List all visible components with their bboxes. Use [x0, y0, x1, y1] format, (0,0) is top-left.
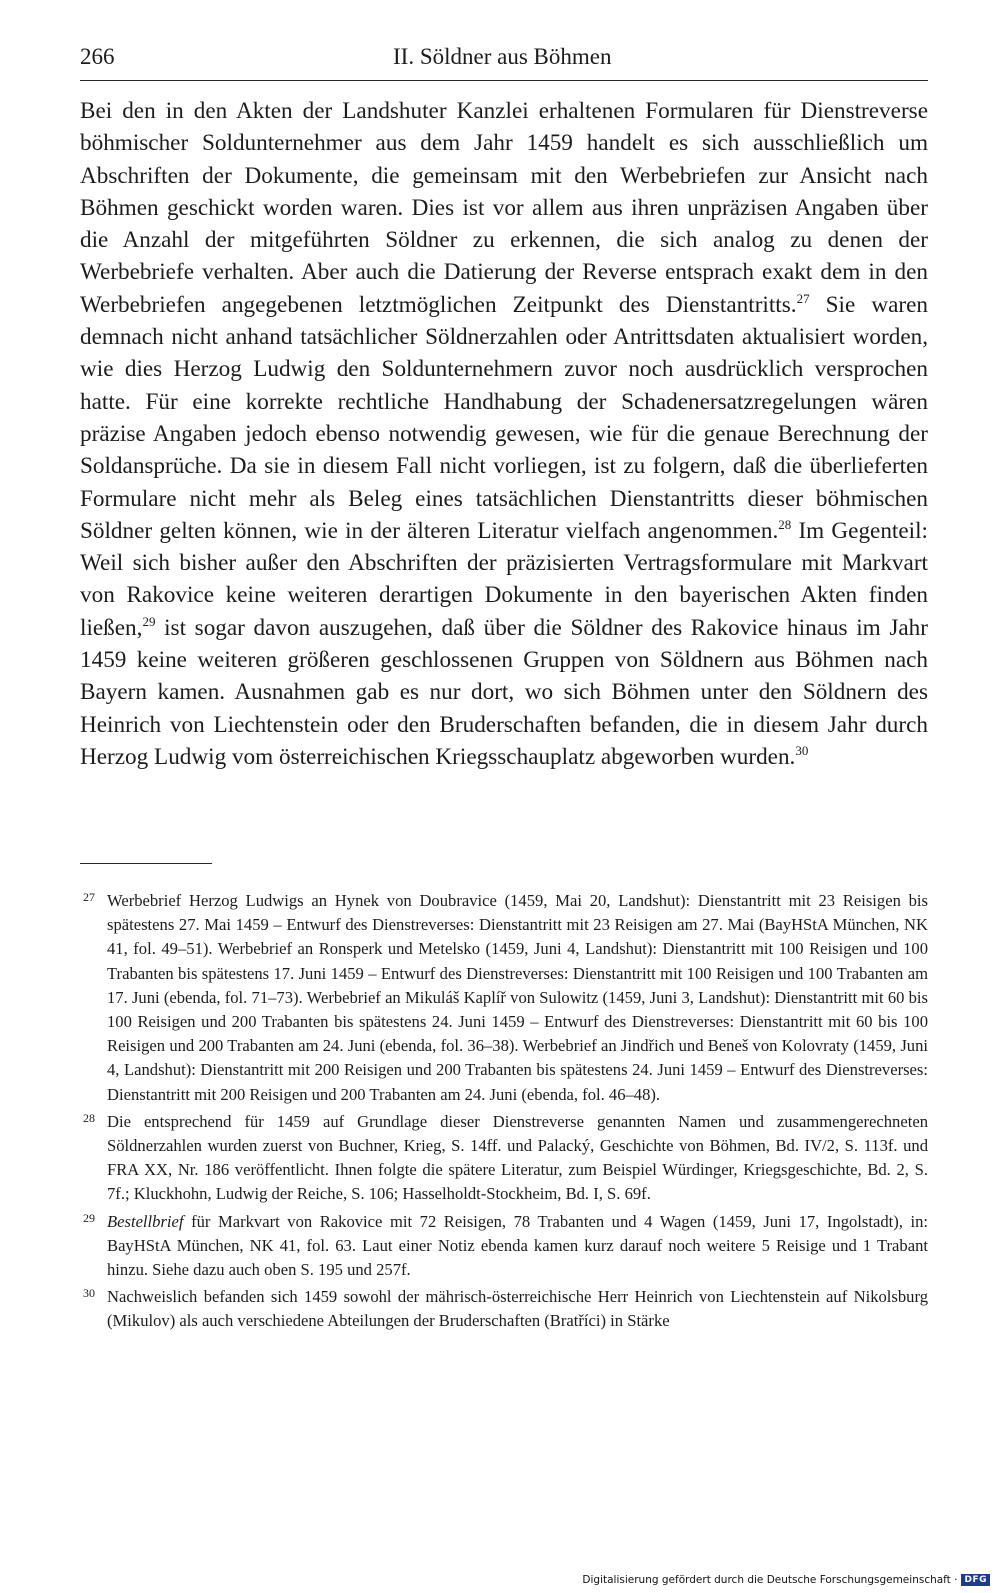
footer-text: Digitalisierung gefördert durch die Deutsche Forschungsgemeinschaft ·	[582, 1574, 958, 1586]
footnote-number: 27	[83, 890, 95, 904]
footnote-separator	[80, 863, 212, 864]
main-text	[80, 95, 928, 773]
footnote-27	[80, 889, 928, 1107]
footnote-ref-27[interactable]: 27	[796, 290, 810, 306]
footnote-29	[80, 1210, 928, 1283]
footnote-ref-30[interactable]: 30	[795, 742, 809, 758]
footnotes	[80, 889, 928, 1337]
footnote-number: 30	[83, 1286, 95, 1301]
footnote-number: 28	[83, 1110, 95, 1125]
page-header	[80, 40, 928, 81]
footnote-text: Die entsprechend für 1459 auf Grundlage dieser Dienstreverse genannten Namen und zusammengerechneten Söldnerzahlen wurden zuerst von Buchner, Krieg, S. 14ff. und Palacký, Geschichte von Böhmen, Bd. IV/2, S. 113f. und FRA XX, Nr. 186 veröffentlicht. Ihnen folgte die spätere Literatur, zum Beispiel Würdinger, Kriegsgeschichte, Bd. 2, S. 7f.; Kluckhohn, Ludwig der Reiche, S. 106; Hasselholdt-Stockheim, Bd. I, S. 69f.	[107, 1111, 928, 1204]
footnote-28	[80, 1110, 928, 1207]
digitization-footer	[582, 1572, 990, 1588]
footnote-number: 29	[83, 1210, 95, 1225]
running-head: II. Söldner aus Böhmen	[393, 44, 612, 69]
footnote-text: Werbebrief Herzog Ludwigs an Hynek von Doubravice (1459, Mai 20, Landshut): Dienstantritt mit 23 Reisigen bis spätestens 27. Mai 1459 – Entwurf des Dienstreverses: Dienstantritt mit 23 Reisigen am 27. Mai (BayHStA München, NK 41, fol. 49–51). Werbebrief an Ronsperk und Metelsko (1459, Juni 4, Landshut): Dienstantritt mit 100 Reisigen und 100 Trabanten bis spätestens 17. Juni 1459 – Entwurf des Dienstreverses: Dienstantritt mit 100 Reisigen und 100 Trabanten am 17. Juni (ebenda, fol. 71–73). Werbebrief an Mikuláš Kaplíř von Sulowitz (1459, Juni 3, Landshut): Dienstantritt mit 60 bis 100 Reisigen und 200 Trabanten bis spätestens 24. Juni 1459 – Entwurf des Dienstreverses: Dienstantritt mit 60 bis 100 Reisigen und 200 Trabanten am 24. Juni (ebenda, fol. 36–38). Werbebrief an Jindřich und Beneš von Kolovraty (1459, Juni 4, Landshut): Dienstantritt mit 200 Reisigen und 200 Trabanten bis spätestens 24. Juni 1459 – Entwurf des Dienstreverses: Dienstantritt mit 200 Reisigen und 200 Trabanten am 24. Juni (ebenda, fol. 46–48).	[107, 891, 928, 1104]
dfg-logo-icon: DFG	[961, 1574, 990, 1586]
footnote-italic-term: Bestellbrief	[107, 1211, 184, 1231]
body-text-3: Im Gegenteil: Weil sich bisher außer den Abschriften der präzisierten Vertragsformulare mit Markvart von Rakovice keine weiteren derartigen Dokumente in den bayerischen Akten finden ließen,	[80, 517, 928, 641]
footnote-text: für Markvart von Rakovice mit 72 Reisigen, 78 Trabanten und 4 Wagen (1459, Juni 17, Ingolstadt), in: BayHStA München, NK 41, fol. 63. Laut einer Notiz ebenda kamen kurz darauf noch weitere 5 Reisige und 1 Trabant hinzu. Siehe dazu auch oben S. 195 und 257f.	[107, 1211, 928, 1280]
body-text-4: ist sogar davon auszugehen, daß über die Söldner des Rakovice hinaus im Jahr 1459 keine weiteren größeren geschlossenen Gruppen von Söldnern aus Böhmen nach Bayern kamen. Ausnahmen gab es nur dort, wo sich Böhmen unter den Söldnern des Heinrich von Liechtenstein oder den Bruderschaften befanden, die in diesem Jahr durch Herzog Ludwig vom österreichischen Kriegsschauplatz abgeworben wurden.	[80, 614, 928, 770]
page-number: 266	[80, 44, 115, 69]
body-paragraph	[80, 95, 928, 773]
footnote-30	[80, 1285, 928, 1333]
body-text-2: Sie waren demnach nicht anhand tatsächlicher Söldnerzahlen oder Antrittsdaten aktualisiert worden, wie dies Herzog Ludwig den Soldunternehmern zuvor noch ausdrücklich versprochen hatte. Für eine korrekte rechtliche Handhabung der Schadenersatzregelungen wären präzise Angaben jedoch ebenso notwendig gewesen, wie für die genaue Berechnung der Soldansprüche. Da sie in diesem Fall nicht vorliegen, ist zu folgern, daß die überlieferten Formulare nicht mehr als Beleg eines tatsächlichen Dienstantritts dieser böhmischen Söldner gelten können, wie in der älteren Literatur vielfach angenommen.	[80, 291, 928, 544]
footnote-ref-28[interactable]: 28	[778, 516, 792, 532]
footnote-text: Nachweislich befanden sich 1459 sowohl der mährisch-österreichische Herr Heinrich von Liechtenstein auf Nikolsburg (Mikulov) als auch verschiedene Abteilungen der Bruderschaften (Bratříci) in Stärke	[107, 1287, 928, 1331]
body-text-1: Bei den in den Akten der Landshuter Kanzlei erhaltenen Formularen für Dienstreverse böhmischer Soldunternehmer aus dem Jahr 1459 handelt es sich ausschließlich um Abschriften der Dokumente, die gemeinsam mit den Werbebriefen zur Ansicht nach Böhmen geschickt worden waren. Dies ist vor allem aus ihren unpräzisen Angaben über die Anzahl der mitgeführten Söldner zu erkennen, die sich analog zu denen der Werbebriefe verhalten. Aber auch die Datierung der Reverse entsprach exakt dem in den Werbebriefen angegebenen letztmöglichen Zeitpunkt des Dienstantritts.	[80, 98, 928, 318]
footnote-ref-29[interactable]: 29	[142, 613, 156, 629]
